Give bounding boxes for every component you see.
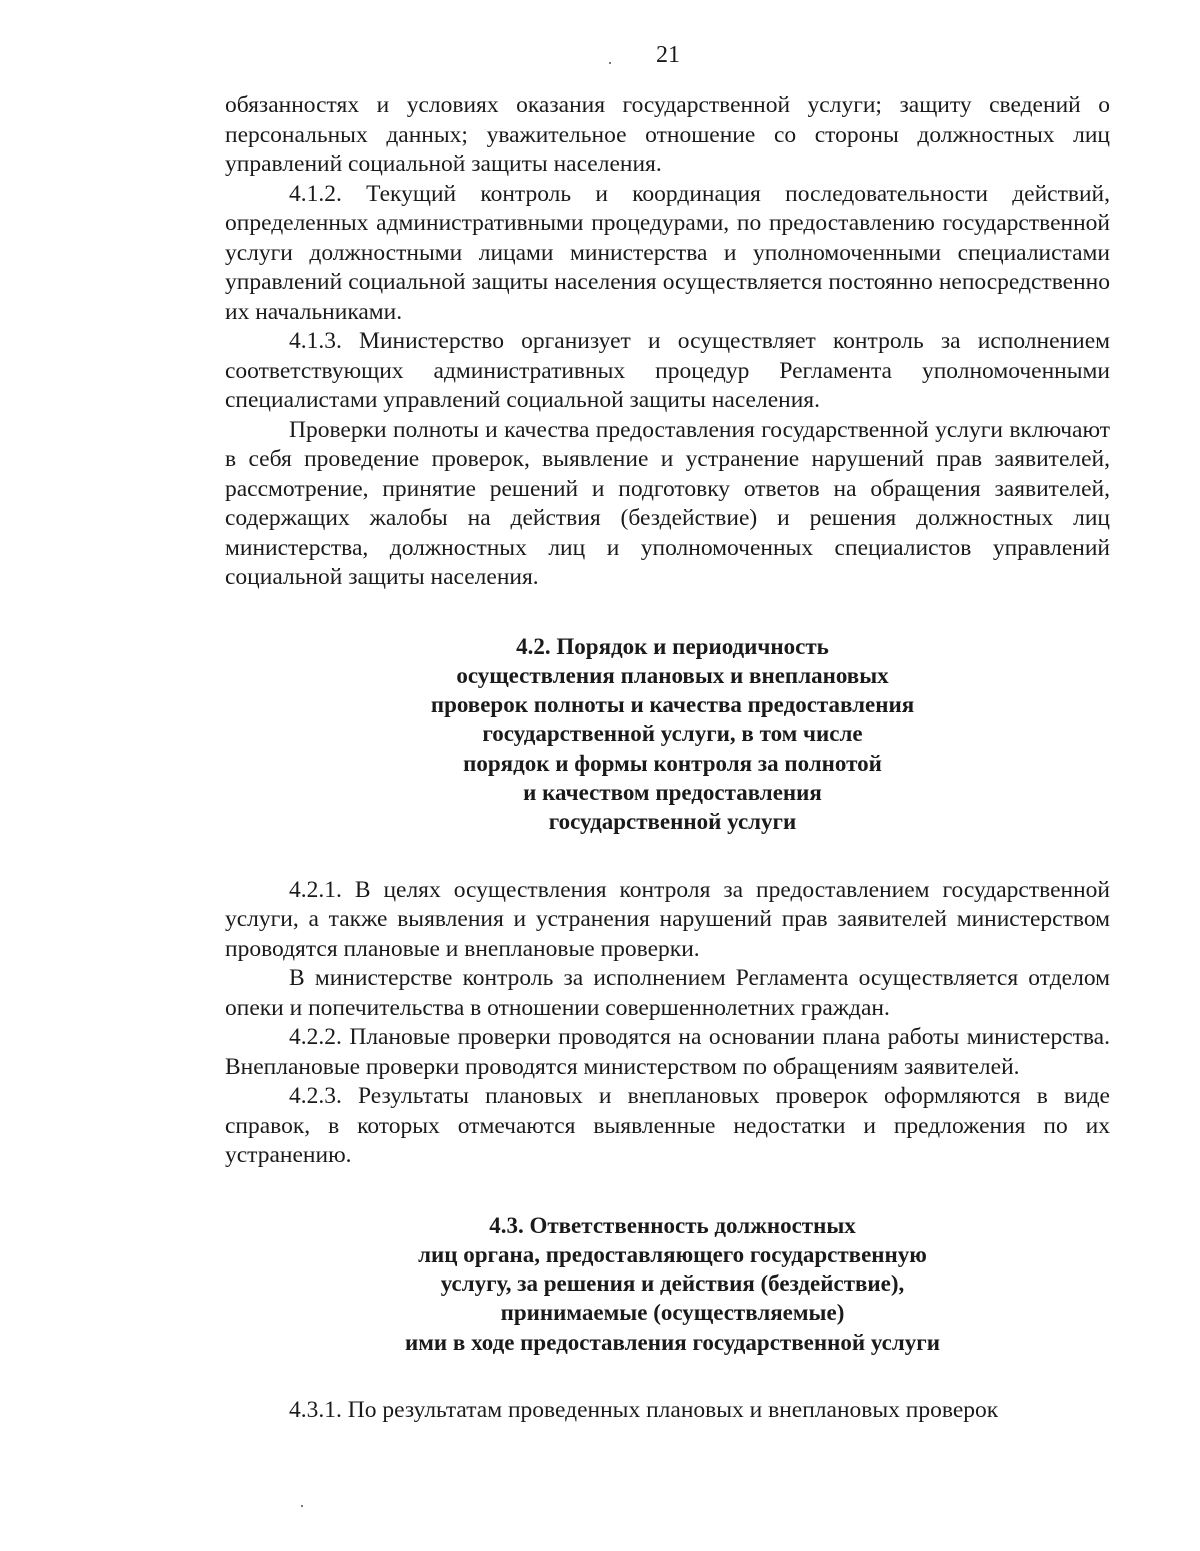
heading-line: проверок полноты и качества предоставления — [430, 692, 915, 718]
section-heading-4-3 — [225, 1211, 1110, 1357]
scan-artifact — [301, 1505, 303, 1507]
scan-artifact — [609, 62, 611, 64]
paragraph-4-3-1: 4.3.1. По результатам проведенных плановых и внеплановых проверок — [289, 1397, 999, 1424]
heading-line: осуществления плановых и внеплановых — [456, 662, 889, 688]
paragraph-4-1-2: 4.1.2. Текущий контроль и координация последовательности действий, определенных административными процедурами, по предоставлению государственной услуги должностными лицами министерства и уполномоченными специалистами управлений социальной защиты населения осуществляется постоянно непосредственно их начальниками. — [225, 180, 1110, 325]
heading-line: 4.3. Ответственность должностных — [489, 1212, 856, 1238]
heading-line: 4.2. Порядок и периодичность — [516, 633, 829, 659]
heading-line: услугу, за решения и действия (бездействие), — [440, 1271, 905, 1297]
document-body — [225, 91, 1110, 1426]
heading-line: ими в ходе предоставления государственной услуги — [405, 1329, 940, 1355]
paragraph-ministry-control: В министерстве контроль за исполнением Регламента осуществляется отделом опеки и попечительства в отношении совершеннолетних граждан. — [225, 965, 1110, 1021]
page-number: 21 — [656, 42, 680, 68]
paragraph-4-2-1: 4.2.1. В целях осуществления контроля за предоставлением государственной услуги, а также выявления и устранения нарушений прав заявителей министерством проводятся плановые и внеплановые проверки. — [225, 876, 1110, 962]
section-heading-4-2 — [225, 632, 1110, 837]
heading-line: порядок и формы контроля за полнотой — [463, 750, 882, 776]
heading-line: лиц органа, предоставляющего государственную — [418, 1241, 927, 1267]
heading-line: и качеством предоставления — [523, 779, 822, 805]
paragraph-4-2-3: 4.2.3. Результаты плановых и внеплановых проверок оформляются в виде справок, в которых отмечаются выявленные недостатки и предложения по их устранению. — [225, 1083, 1110, 1169]
paragraph-4-2-2: 4.2.2. Плановые проверки проводятся на основании плана работы министерства. Внеплановые проверки проводятся министерством по обращениям заявителей. — [225, 1024, 1110, 1080]
heading-line: государственной услуги — [548, 809, 797, 835]
paragraph-4-1-3: 4.1.3. Министерство организует и осуществляет контроль за исполнением соответствующих административных процедур Регламента уполномоченными специалистами управлений социальной защиты населения. — [225, 328, 1110, 413]
paragraph-inspections: Проверки полноты и качества предоставления государственной услуги включают в себя проведение проверок, выявление и устранение нарушений прав заявителей, рассмотрение, принятие решений и подготовку ответов на обращения заявителей, содержащих жалобы на действия (бездействие) и решения должностных лиц министерства, должностных лиц и уполномоченных специалистов управлений социальной защиты населения. — [225, 416, 1110, 590]
heading-line: государственной услуги, в том числе — [482, 721, 863, 747]
paragraph-continuation: обязанностях и условиях оказания государственной услуги; защиту сведений о персональных данных; уважительное отношение со стороны должностных лиц управлений социальной защиты населения. — [225, 92, 1110, 177]
heading-line: принимаемые (осуществляемые) — [500, 1300, 845, 1326]
